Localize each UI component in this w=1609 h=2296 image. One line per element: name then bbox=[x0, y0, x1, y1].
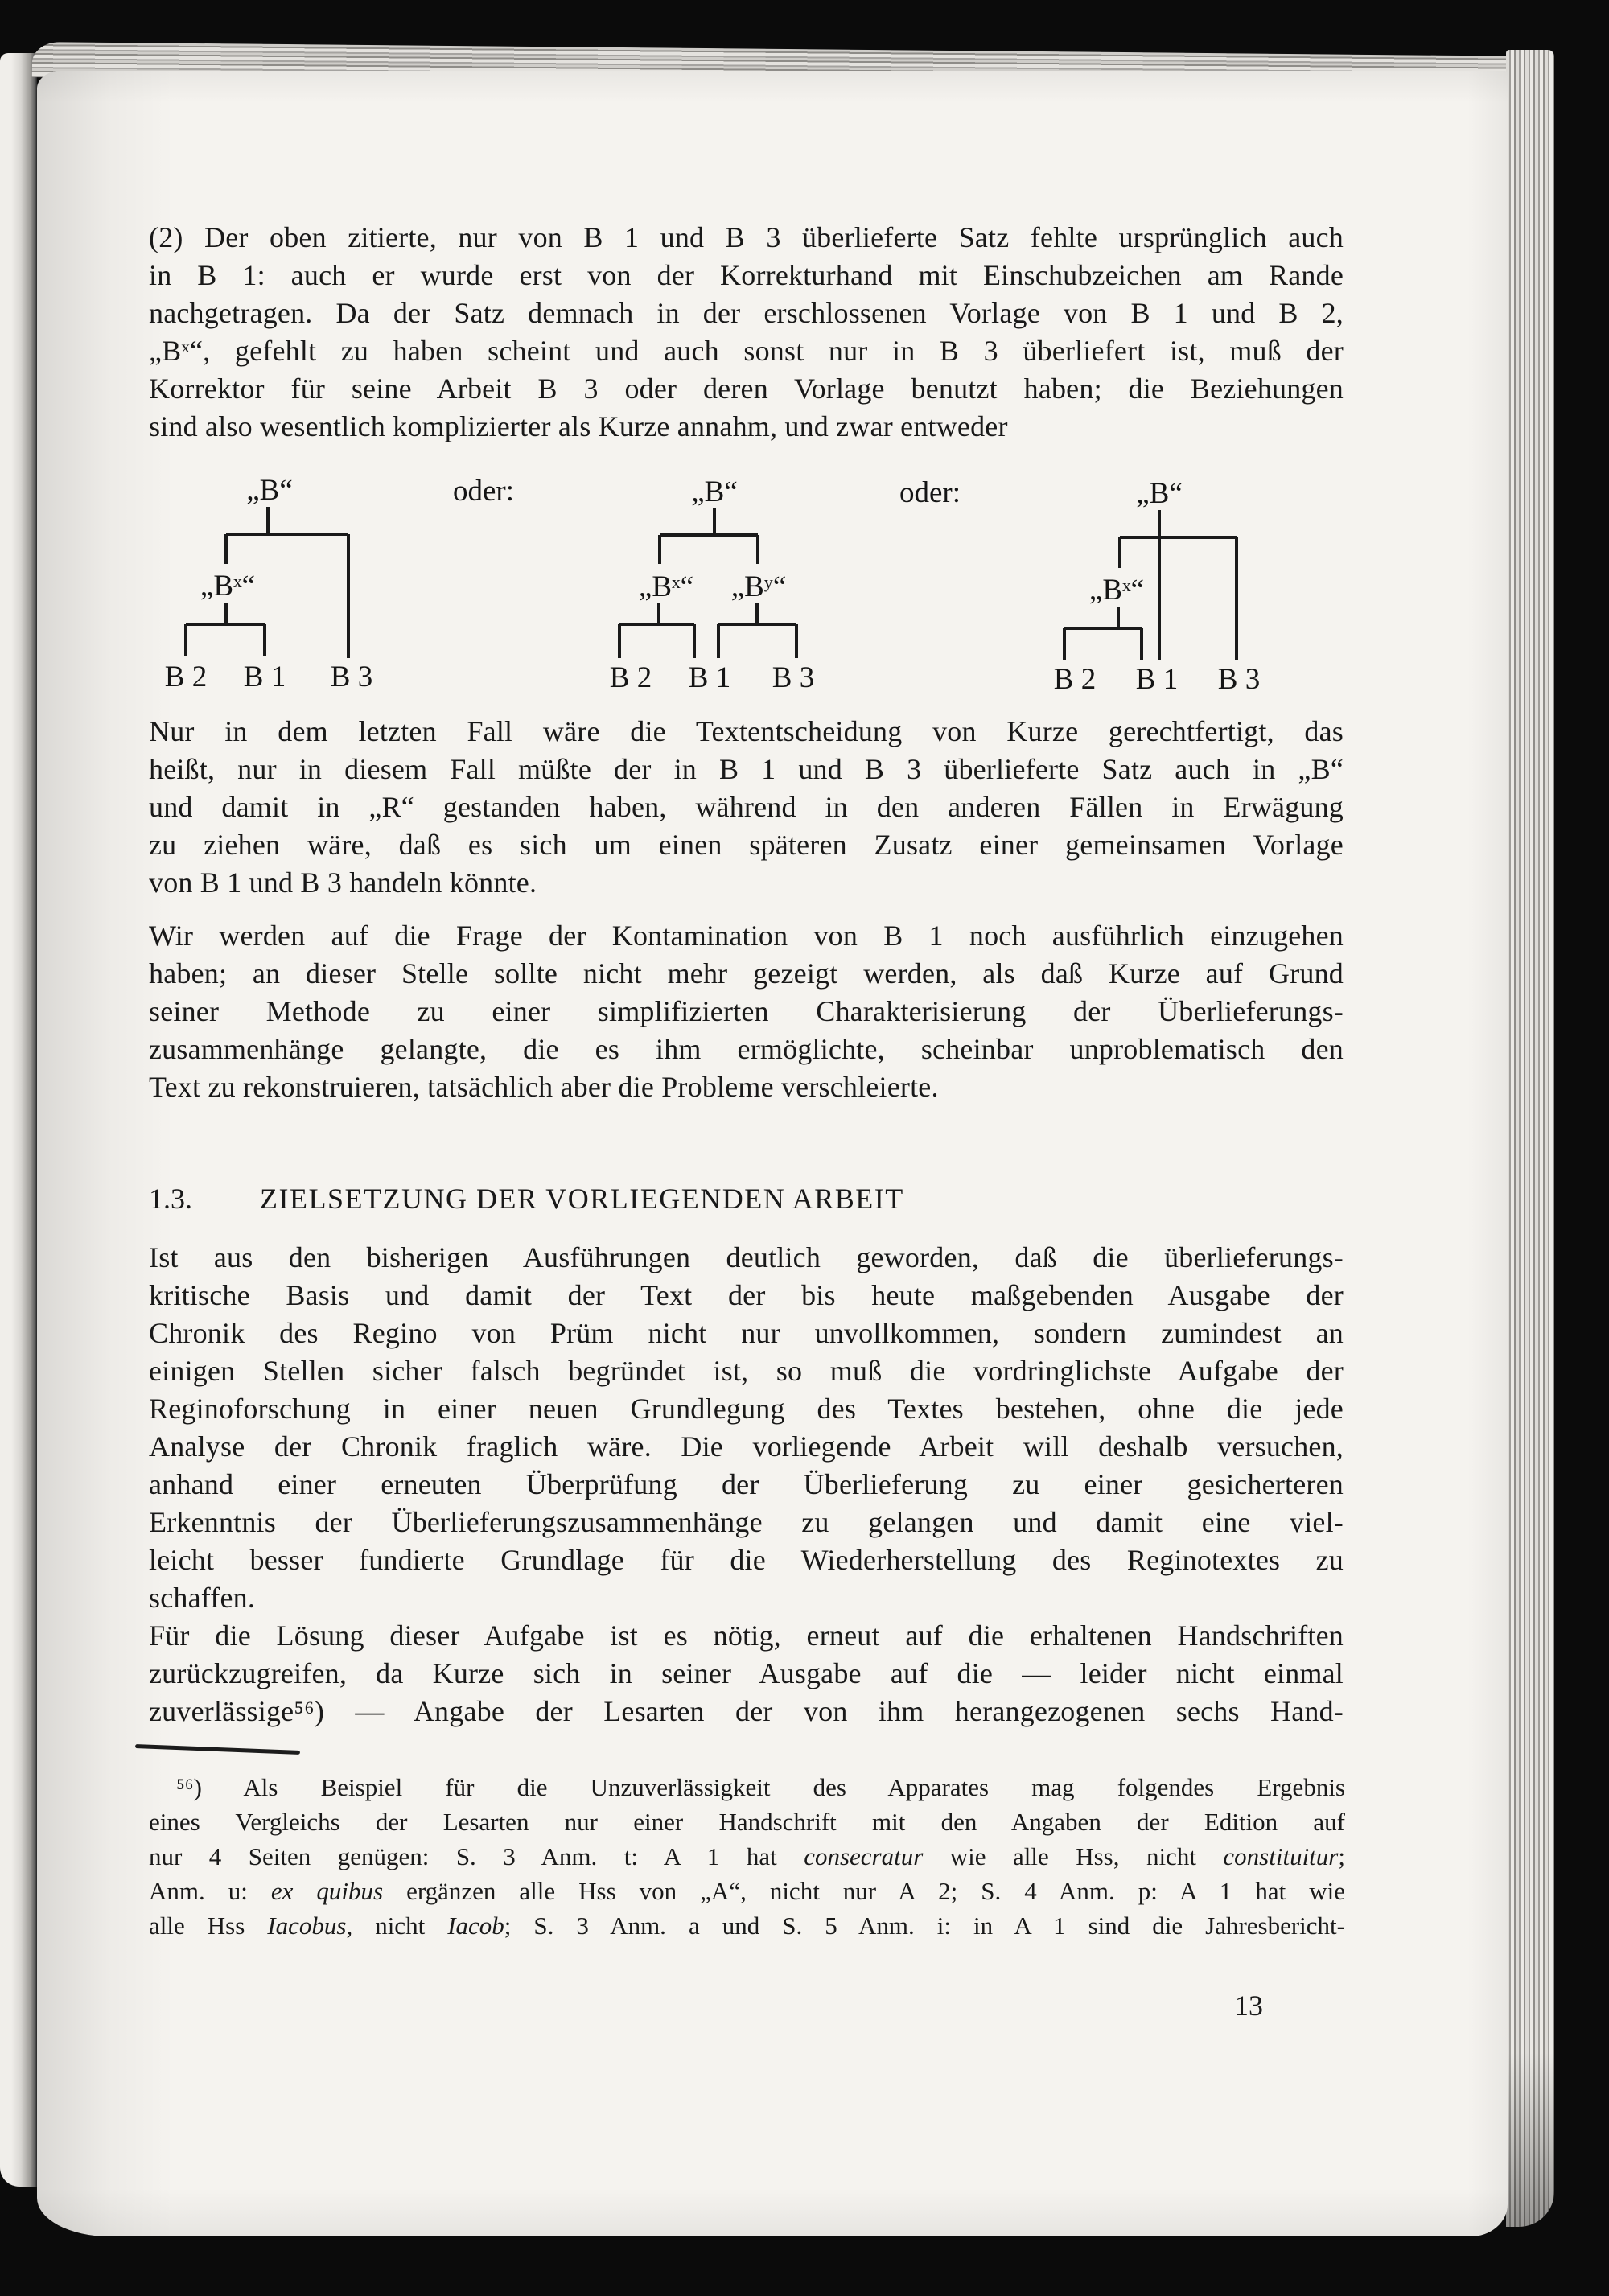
body-paragraph bbox=[149, 219, 1344, 446]
text-line: schaffen. bbox=[149, 1582, 256, 1614]
text-line: Chronik des Regino von Prüm nicht nur unvollkommen, sondern zumindest an bbox=[149, 1317, 1344, 1349]
text-line: haben; an dieser Stelle sollte nicht mehr gezeigt werden, als daß Kurze auf Grund bbox=[149, 957, 1344, 990]
text-line: kritische Basis und damit der Text der bis heute maßgebenden Ausgabe der bbox=[149, 1279, 1344, 1311]
text-line: zurückzugreifen, da Kurze sich in seiner Ausgabe auf die — leider nicht einmal bbox=[149, 1657, 1344, 1689]
stemma-diagram bbox=[137, 467, 1311, 712]
footnote-text: nur 4 Seiten genügen: S. 3 Anm. t: A 1 hat bbox=[149, 1842, 804, 1870]
text-line: und damit in „R“ gestanden haben, während in den anderen Fällen in Erwägung bbox=[149, 791, 1344, 823]
footnote-line bbox=[149, 1839, 1345, 1874]
footnote-text: ; S. 3 Anm. a und S. 5 Anm. i: in A 1 sind die Jahresbericht- bbox=[504, 1911, 1345, 1940]
stemma-node-label: „B“ bbox=[246, 474, 293, 507]
text-line: leicht besser fundierte Grundlage für die Wiederherstellung des Reginotextes zu bbox=[149, 1544, 1344, 1576]
latin-term-italic: consecratur bbox=[804, 1842, 924, 1870]
footnote-text: wie alle Hss, nicht bbox=[923, 1842, 1224, 1870]
text-line: einigen Stellen sicher falsch begründet ist, so muß die vordringlichste Aufgabe der bbox=[149, 1355, 1344, 1387]
alternative-separator-label: oder: bbox=[452, 475, 515, 508]
stemma-leaf-label: B 1 bbox=[243, 660, 286, 693]
stemma-node-label: „Bˣ“ bbox=[200, 570, 256, 603]
latin-term-italic: constituitur bbox=[1223, 1842, 1339, 1870]
text-line: seiner Methode zu einer simplifizierten Charakterisierung der Überlieferungs- bbox=[149, 995, 1344, 1027]
stemma-leaf-label: B 2 bbox=[164, 660, 208, 693]
stemma-leaf-label: B 3 bbox=[772, 661, 815, 694]
text-line: Reginoforschung in einer neuen Grundlegung des Textes bestehen, ohne die jede bbox=[149, 1393, 1344, 1425]
text-line: Text zu rekonstruieren, tatsächlich aber die Probleme verschleierte. bbox=[149, 1071, 939, 1103]
stemma-node-label: „B“ bbox=[1136, 477, 1183, 510]
latin-term-italic: ex quibus bbox=[270, 1877, 384, 1905]
stemma-node-label: „Bˣ“ bbox=[1088, 574, 1145, 607]
text-line: sind also wesentlich komplizierter als Kurze annahm, und zwar entweder bbox=[149, 410, 1008, 442]
text-line: zu ziehen wäre, daß es sich um einen späteren Zusatz einer gemeinsamen Vorlage bbox=[149, 829, 1344, 861]
section-number: 1.3. bbox=[149, 1183, 192, 1215]
footnote-text: Anm. u: bbox=[149, 1877, 271, 1905]
text-line: von B 1 und B 3 handeln könnte. bbox=[149, 866, 537, 899]
stemma-leaf-label: B 1 bbox=[1135, 663, 1179, 696]
stemma-leaf-label: B 2 bbox=[1053, 663, 1097, 696]
text-line: zusammenhänge gelangte, die es ihm ermöglichte, scheinbar unproblematisch den bbox=[149, 1033, 1344, 1065]
right-page-edge-stack bbox=[1506, 50, 1554, 2227]
text-line: Ist aus den bisherigen Ausführungen deutlich geworden, daß die überlieferungs- bbox=[149, 1241, 1344, 1273]
footnote-line bbox=[149, 1770, 1345, 1804]
section-title: ZIELSETZUNG DER VORLIEGENDEN ARBEIT bbox=[260, 1183, 904, 1215]
latin-term-italic: Iacob bbox=[447, 1911, 504, 1940]
text-line: heißt, nur in diesem Fall müßte der in B 1 und B 3 überlieferte Satz auch in „B“ bbox=[149, 753, 1344, 785]
stemma-leaf-label: B 3 bbox=[1217, 663, 1261, 696]
text-line: Analyse der Chronik fraglich wäre. Die vorliegende Arbeit will deshalb versuchen, bbox=[149, 1430, 1344, 1463]
footnote-text: ergänzen alle Hss von „A“, nicht nur A 2; S. 4 Anm. p: A 1 hat wie bbox=[383, 1877, 1345, 1905]
stemma-connector-lines bbox=[186, 507, 1237, 660]
text-line: Erkenntnis der Überlieferungszusammenhänge zu gelangen und damit eine viel- bbox=[149, 1506, 1344, 1538]
stemma-leaf-label: B 1 bbox=[688, 661, 731, 694]
body-paragraph bbox=[149, 713, 1344, 902]
footnote-line bbox=[149, 1804, 1345, 1839]
page-number: 13 bbox=[1234, 1989, 1263, 2022]
text-line: Für die Lösung dieser Aufgabe ist es nötig, erneut auf die erhaltenen Handschriften bbox=[149, 1619, 1344, 1652]
text-line: nachgetragen. Da der Satz demnach in der erschlossenen Vorlage von B 1 und B 2, bbox=[149, 297, 1344, 329]
stemma-node-label: „Bʸ“ bbox=[730, 570, 787, 603]
stemma-node-label: „B“ bbox=[691, 475, 738, 508]
footnote bbox=[149, 1770, 1345, 1943]
footnote-text: ⁵⁶) Als Beispiel für die Unzuverlässigkeit des Apparates mag folgendes Ergebnis bbox=[176, 1773, 1345, 1801]
footnote-text: alle Hss bbox=[149, 1911, 268, 1940]
footnote-text: eines Vergleichs der Lesarten nur einer Handschrift mit den Angaben der Edition auf bbox=[149, 1808, 1345, 1836]
previous-page-edge bbox=[0, 53, 37, 2187]
text-line: zuverlässige⁵⁶) — Angabe der Lesarten der von ihm herangezogenen sechs Hand- bbox=[149, 1695, 1344, 1727]
text-line: „Bˣ“, gefehlt zu haben scheint und auch sonst nur in B 3 überliefert ist, muß der bbox=[149, 335, 1344, 367]
text-line: anhand einer erneuten Überprüfung der Überlieferung zu einer gesicherteren bbox=[149, 1468, 1344, 1500]
text-line: Wir werden auf die Frage der Kontamination von B 1 noch ausführlich einzugehen bbox=[149, 920, 1344, 952]
footnote-text: , nicht bbox=[346, 1911, 448, 1940]
stemma-node-label: „Bˣ“ bbox=[638, 570, 694, 603]
body-paragraph bbox=[149, 1239, 1344, 1617]
stemma-leaf-label: B 2 bbox=[609, 661, 652, 694]
body-paragraph bbox=[149, 1617, 1344, 1730]
latin-term-italic: Iacobus bbox=[267, 1911, 347, 1940]
footnote-text: ; bbox=[1338, 1842, 1345, 1870]
stemma-leaf-label: B 3 bbox=[330, 660, 373, 693]
footnote-line bbox=[149, 1908, 1345, 1943]
alternative-separator-label: oder: bbox=[899, 476, 961, 509]
body-paragraph bbox=[149, 917, 1344, 1106]
footnote-line bbox=[149, 1874, 1345, 1908]
text-line: Nur in dem letzten Fall wäre die Textentscheidung von Kurze gerechtfertigt, das bbox=[149, 715, 1344, 747]
text-line: (2) Der oben zitierte, nur von B 1 und B 3 überlieferte Satz fehlte ursprünglich auch bbox=[149, 221, 1344, 253]
text-line: Korrektor für seine Arbeit B 3 oder deren Vorlage benutzt haben; die Beziehungen bbox=[149, 372, 1344, 405]
text-line: in B 1: auch er wurde erst von der Korrekturhand mit Einschubzeichen am Rande bbox=[149, 259, 1344, 291]
